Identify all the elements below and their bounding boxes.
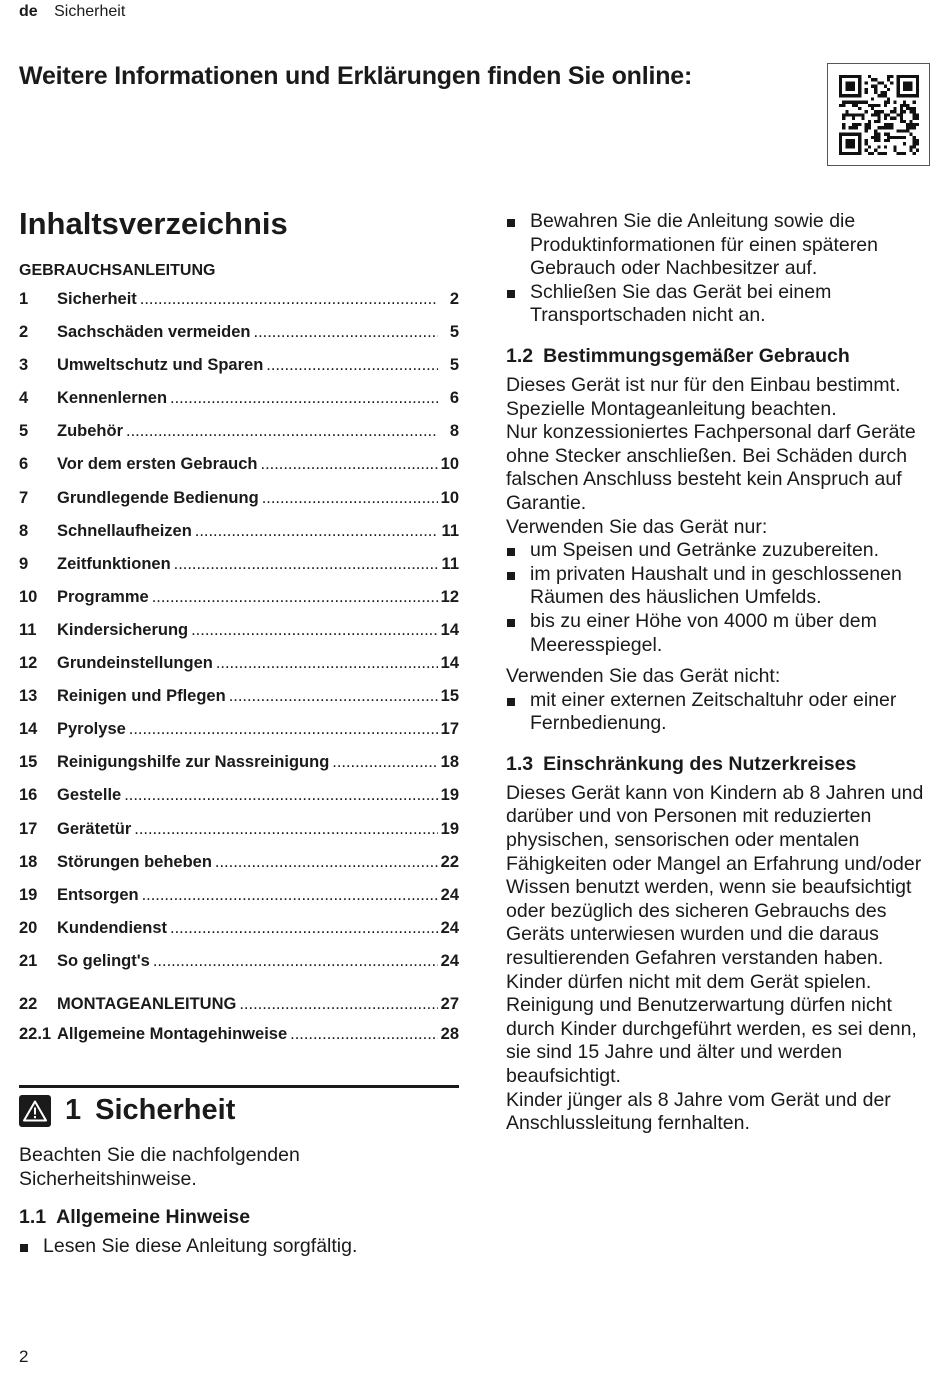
toc-entry-number: 6 <box>19 455 29 474</box>
toc-leader-dots <box>129 720 438 739</box>
toc-title: Inhaltsverzeichnis <box>19 206 288 241</box>
toc-entry[interactable] <box>19 323 459 356</box>
toc-entry-number: 5 <box>19 422 29 441</box>
toc-entry-number: 19 <box>19 885 38 904</box>
subsection-heading-1-1: 1.1 Allgemeine Hinweise <box>19 1206 251 1229</box>
toc-leader-dots <box>134 820 437 839</box>
toc-entry-title: Pyrolyse <box>57 720 126 739</box>
toc-entry[interactable] <box>19 290 459 323</box>
paragraph: Nur konzessioniertes Fachpersonal darf Geräte ohne Stecker anschließen. Bei Schäden durch falschen Anschluss besteht kein Anspruch auf Garantie. <box>506 421 916 514</box>
warning-icon <box>19 1095 51 1127</box>
toc-leader-dots <box>262 489 438 508</box>
paragraph: Dieses Gerät ist nur für den Einbau bestimmt. Spezielle Montageanleitung beachten. <box>506 373 901 420</box>
toc-entry-title: Umweltschutz und Sparen <box>57 356 264 375</box>
toc-entry[interactable] <box>19 886 459 919</box>
toc-entry-page: 28 <box>440 1024 459 1043</box>
toc-entry-number: 17 <box>19 819 38 838</box>
toc-entry-number: 1 <box>19 290 29 308</box>
toc-entry-number: 8 <box>19 521 29 540</box>
toc-entry-page: 24 <box>440 885 459 904</box>
toc-entry-title: Kundendienst <box>57 918 167 937</box>
toc-entry-title: Zeitfunktionen <box>57 554 171 573</box>
toc-entry[interactable] <box>19 455 459 488</box>
toc-entry-title: Störungen beheben <box>57 852 212 871</box>
toc-entry-page: 14 <box>440 654 459 673</box>
toc-entry[interactable] <box>19 687 459 720</box>
section-intro: Beachten Sie die nachfolgenden Sicherheitshinweise. <box>19 1143 300 1190</box>
toc-entry[interactable] <box>19 995 459 1025</box>
toc-entry[interactable] <box>19 621 459 654</box>
toc-entry-page: 10 <box>440 455 459 474</box>
toc-entry-title: Programme <box>57 587 149 606</box>
subsection-heading-1-3: 1.3 Einschränkung des Nutzerkreises <box>506 752 857 775</box>
toc-entry-page: 19 <box>440 819 459 838</box>
toc-entry-number: 7 <box>19 488 29 507</box>
toc-entry-number: 9 <box>19 554 29 573</box>
toc-entry-page: 27 <box>440 994 459 1013</box>
toc-entry-title: Kennenlernen <box>57 389 168 408</box>
toc-leader-dots <box>215 853 438 872</box>
toc-entry-page: 24 <box>440 951 459 970</box>
use-list <box>506 539 946 657</box>
left-column <box>19 200 459 1259</box>
toc-leader-dots <box>195 522 438 541</box>
not-use-list <box>506 689 946 736</box>
list-item: im privaten Haushalt und in geschlossenen Räumen des häuslichen Umfelds. <box>506 563 946 610</box>
toc-entry-title: Reinigungshilfe zur Nassreinigung <box>57 753 330 772</box>
list-item: um Speisen und Getränke zuzubereiten. <box>506 539 946 563</box>
toc-entry-page: 18 <box>440 753 459 772</box>
toc-entry-title: Sicherheit <box>57 290 137 308</box>
toc-entry-number: 21 <box>19 951 38 970</box>
toc-entry-page: 11 <box>441 554 459 573</box>
toc-leader-dots <box>174 555 438 574</box>
toc-entry-title: Vor dem ersten Gebrauch <box>57 455 258 474</box>
list-item: Bewahren Sie die Anleitung sowie die Produktinformationen für einen späteren Gebrauch oder Nachbesitzer auf. <box>506 210 946 281</box>
toc-entry[interactable] <box>19 555 459 588</box>
toc-leader-dots <box>142 886 438 905</box>
toc-entry-number: 3 <box>19 356 29 375</box>
toc-entry-title: Gerätetür <box>57 819 132 838</box>
subsection-heading-1-2: 1.2 Bestimmungsgemäßer Gebrauch <box>506 344 850 367</box>
toc-entry-number: 12 <box>19 654 38 673</box>
toc-leader-dots <box>290 1025 438 1044</box>
toc-entry-page: 19 <box>440 786 459 805</box>
toc-entry[interactable] <box>19 820 459 853</box>
list-item: mit einer externen Zeitschaltuhr oder einer Fernbedienung. <box>506 689 946 736</box>
toc-leader-dots <box>170 919 438 938</box>
toc-entry[interactable] <box>19 422 459 455</box>
general-notes-list-right <box>506 210 946 328</box>
list-item: Lesen Sie diese Anleitung sorgfältig. <box>19 1235 459 1259</box>
toc-entry-title: Zubehör <box>57 422 123 441</box>
toc-entry-title: Reinigen und Pflegen <box>57 687 226 706</box>
toc-leader-dots <box>261 455 438 474</box>
toc-entry-page: 6 <box>449 389 459 408</box>
toc-entry-title: Grundeinstellungen <box>57 654 213 673</box>
section-heading <box>19 1085 459 1130</box>
toc-entry[interactable] <box>19 356 459 389</box>
toc-entry-page: 11 <box>441 521 459 540</box>
toc-entry-title: Sachschäden vermeiden <box>57 323 251 342</box>
toc-entry-title: Schnellaufheizen <box>57 521 192 540</box>
toc-section-label: GEBRAUCHSANLEITUNG <box>19 262 216 279</box>
header-section: Sicherheit <box>54 3 126 20</box>
toc-entry[interactable] <box>19 786 459 819</box>
toc-leader-dots <box>239 995 437 1014</box>
qr-code-icon <box>827 63 930 166</box>
toc-entry[interactable] <box>19 654 459 687</box>
toc-entry-page: 17 <box>440 720 459 739</box>
toc-leader-dots <box>140 290 438 309</box>
toc-entry-page: 22 <box>440 852 459 871</box>
toc-entry-page: 24 <box>440 918 459 937</box>
page-number: 2 <box>19 1347 29 1366</box>
toc-entry-page: 2 <box>449 290 459 308</box>
toc-entry-number: 15 <box>19 753 38 772</box>
toc-entry[interactable] <box>19 522 459 555</box>
toc-entry-number: 4 <box>19 389 29 408</box>
toc-entry-title: Entsorgen <box>57 885 139 904</box>
toc-leader-dots <box>332 753 437 772</box>
general-notes-list-left <box>19 1235 459 1259</box>
toc-entry-page: 5 <box>449 323 459 342</box>
toc-entry-page: 12 <box>440 587 459 606</box>
toc-entry[interactable] <box>19 1025 459 1055</box>
toc-leader-dots <box>153 952 438 971</box>
toc-entry[interactable] <box>19 489 459 522</box>
paragraph: Verwenden Sie das Gerät nur: <box>506 515 768 538</box>
toc-entry[interactable] <box>19 952 459 985</box>
right-column <box>506 210 946 1136</box>
toc-entry-title: MONTAGEANLEITUNG <box>57 994 237 1013</box>
toc-leader-dots <box>124 786 437 805</box>
toc-leader-dots <box>266 356 438 375</box>
toc-entry-number: 22 <box>19 994 38 1013</box>
page-header <box>19 3 125 21</box>
toc-entry[interactable] <box>19 389 459 422</box>
toc-entry-page: 15 <box>440 687 459 706</box>
toc-entry-title: Grundlegende Bedienung <box>57 488 259 507</box>
toc-entry-page: 10 <box>440 488 459 507</box>
toc-entry-number: 16 <box>19 786 38 805</box>
toc-entry-number: 18 <box>19 852 38 871</box>
paragraph: Dieses Gerät kann von Kindern ab 8 Jahren und darüber und von Personen mit reduzierten physischen, sensorischen oder mentalen Fähigkeiten oder Mangel an Erfahrung und/oder Wissen benutzt werden, wenn sie beaufsichtigt oder bezüglich des sicheren Gebrauchs des Geräts unterwiesen wurden und die daraus resultierenden Gefahren verstanden haben. <box>506 781 924 970</box>
toc-entry-title: Gestelle <box>57 786 122 805</box>
toc-entry-number: 2 <box>19 323 29 342</box>
toc-list <box>19 290 459 985</box>
toc-leader-dots <box>229 687 438 706</box>
toc-entry[interactable] <box>19 919 459 952</box>
toc-entry-title: Allgemeine Montagehinweise <box>57 1024 288 1043</box>
toc-leader-dots <box>216 654 438 673</box>
toc-entry-page: 8 <box>449 422 459 441</box>
toc-entry[interactable] <box>19 853 459 886</box>
toc-entry[interactable] <box>19 588 459 621</box>
toc-entry-number: 13 <box>19 687 38 706</box>
toc-entry-number: 20 <box>19 918 38 937</box>
toc-entry-number: 22.1 <box>19 1024 52 1043</box>
toc-entry-title: Kindersicherung <box>57 620 189 639</box>
toc-leader-dots <box>126 422 438 441</box>
paragraph: Verwenden Sie das Gerät nicht: <box>506 665 781 688</box>
toc-entry-title: So gelingt's <box>57 951 150 970</box>
toc-entry-number: 14 <box>19 720 38 739</box>
toc-entry-number: 11 <box>19 620 37 639</box>
online-info-heading: Weitere Informationen und Erklärungen finden Sie online: <box>19 62 693 90</box>
toc-entry-number: 10 <box>19 587 38 606</box>
toc-entry[interactable] <box>19 753 459 786</box>
toc-entry[interactable] <box>19 720 459 753</box>
toc-entry-page: 5 <box>449 356 459 375</box>
paragraph: Reinigung und Benutzerwartung dürfen nicht durch Kinder durchgeführt werden, es sei denn, sie sind 15 Jahre und älter und werden beaufsichtigt. <box>506 994 917 1087</box>
toc-leader-dots <box>152 588 438 607</box>
paragraph: Kinder jünger als 8 Jahre vom Gerät und der Anschlussleitung fernhalten. <box>506 1088 891 1135</box>
toc-leader-dots <box>191 621 438 640</box>
toc-leader-dots <box>254 323 438 342</box>
list-item: bis zu einer Höhe von 4000 m über dem Meeresspiegel. <box>506 610 946 657</box>
toc-extra-list <box>19 995 459 1055</box>
language-code: de <box>19 3 38 20</box>
toc-entry-page: 14 <box>440 620 459 639</box>
list-item: Schließen Sie das Gerät bei einem Transportschaden nicht an. <box>506 281 946 328</box>
toc-leader-dots <box>170 389 438 408</box>
section-title: 1 Sicherheit <box>65 1094 236 1127</box>
paragraph: Kinder dürfen nicht mit dem Gerät spielen. <box>506 970 872 993</box>
